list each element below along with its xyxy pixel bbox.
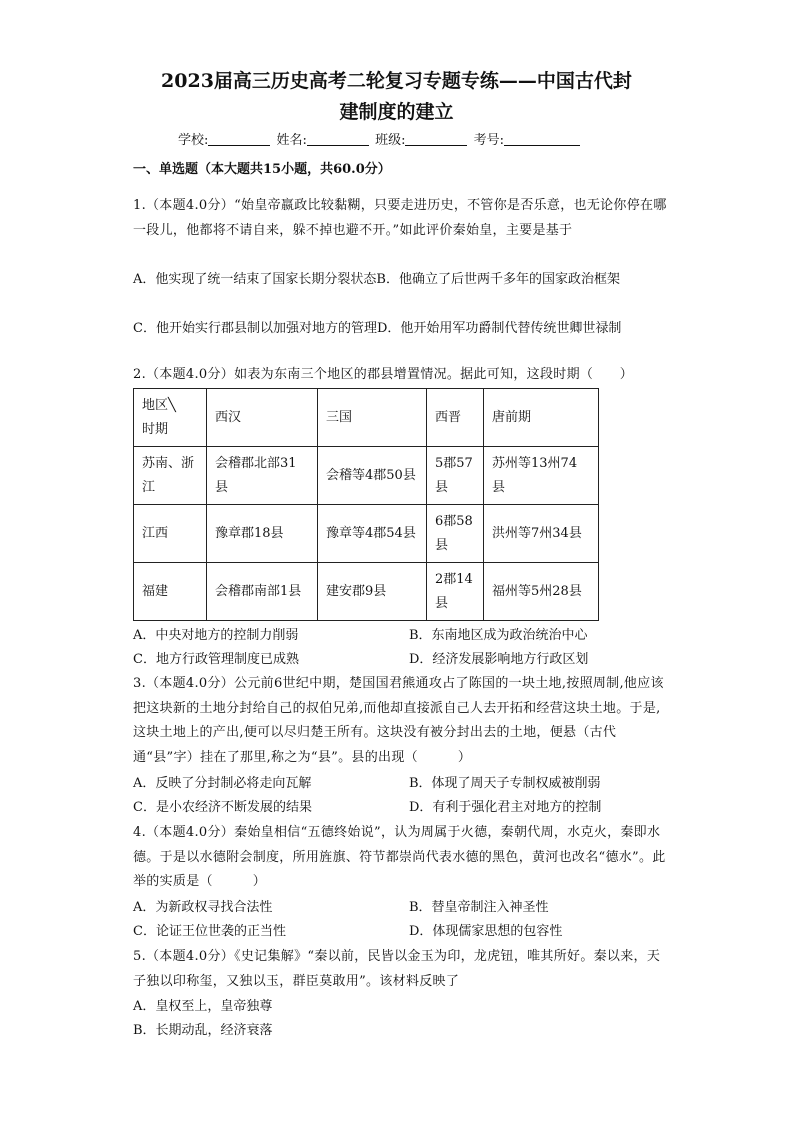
table-header-row	[134, 389, 599, 447]
option-b[interactable]: B．东南地区成为政治统治中心	[409, 628, 588, 643]
table-row	[134, 563, 599, 621]
table-cell: 洪州等7州34县	[484, 505, 599, 563]
question-4-options	[133, 896, 673, 946]
table-cell: 5郡57县	[427, 447, 484, 505]
table-header-xihan: 西汉	[207, 389, 318, 447]
table-row	[134, 447, 599, 505]
option-b[interactable]: B．替皇帝制注入神圣性	[409, 900, 549, 915]
class-blank[interactable]	[405, 131, 467, 146]
question-2-stem: 2.（本题4.0分）如表为东南三个地区的郡县增置情况。据此可知，这段时期（ ）	[133, 367, 634, 382]
table-cell: 苏州等13州74县	[484, 447, 599, 505]
question-5-stem: 5.（本题4.0分）《史记集解》“秦以前，民皆以金玉为印，龙虎钮，唯其所好。秦以来，天子独以印称玺，又独以玉，群臣莫敢用”。该材料反映了	[133, 949, 661, 989]
page-title-line1: 2023届高三历史高考二轮复习专题专练——中国古代封	[161, 70, 632, 92]
school-blank[interactable]	[208, 131, 270, 146]
question-1-stem: 1.（本题4.0分）“始皇帝嬴政比较黏糊，只要走进历史，不管你是否乐意，也无论你停在哪一段儿，他都将不请自来，躲不掉也避不开。”如此评价秦始皇，主要是基于	[133, 198, 667, 238]
name-label: 姓名:	[276, 133, 307, 148]
question-4-stem: 4.（本题4.0分）秦始皇相信“五德终始说”，认为周属于火德，秦朝代周，水克火，秦即水德。于是以水德附会制度，所用旌旗、符节都崇尚代表水德的黑色，黄河也改名“德水”。此举的实质是（ ）	[133, 825, 666, 889]
question-1-option-ab[interactable]	[133, 268, 673, 293]
table-header-region-period	[134, 389, 207, 447]
option-c[interactable]: C．是小农经济不断发展的结果	[133, 800, 312, 815]
table-cell: 豫章等4郡54县	[318, 505, 427, 563]
option-b[interactable]: B．他确立了后世两千多年的国家政治框架	[376, 272, 620, 287]
table-cell: 2郡14县	[427, 563, 484, 621]
option-a[interactable]: A．为新政权寻找合法性	[133, 900, 273, 915]
question-3-options	[133, 772, 673, 822]
header-period-label: 时期	[142, 421, 169, 437]
student-info-row	[178, 131, 582, 151]
question-1-options	[133, 268, 673, 364]
question-2-options	[133, 624, 673, 674]
table-header-tang: 唐前期	[484, 389, 599, 447]
table-cell: 豫章郡18县	[207, 505, 318, 563]
option-b[interactable]: B．体现了周天子专制权威被削弱	[409, 776, 601, 791]
section-heading: 一、单选题（本大题共15小题，共60.0分）	[133, 162, 391, 177]
table-cell: 建安郡9县	[318, 563, 427, 621]
county-table	[133, 388, 599, 621]
option-a[interactable]: A．中央对地方的控制力削弱	[133, 628, 299, 643]
option-d[interactable]: D．有利于强化君主对地方的控制	[409, 800, 602, 815]
option-b[interactable]: B．长期动乱，经济衰落	[133, 1023, 273, 1038]
table-header-sanguo: 三国	[318, 389, 427, 447]
table-cell: 会稽等4郡50县	[318, 447, 427, 505]
option-c[interactable]: C．他开始实行郡县制以加强对地方的管理	[133, 321, 377, 336]
table-row	[134, 505, 599, 563]
table-cell: 6郡58县	[427, 505, 484, 563]
table-header-xijin: 西晋	[427, 389, 484, 447]
option-a[interactable]: A．他实现了统一结束了国家长期分裂状态	[133, 272, 377, 287]
table-cell: 福州等5州28县	[484, 563, 599, 621]
exam-number-label: 考号:	[473, 133, 504, 148]
option-a[interactable]: A．反映了分封制必将走向瓦解	[133, 776, 312, 791]
question-5-options	[133, 995, 673, 1045]
table-cell: 会稽郡南部1县	[207, 563, 318, 621]
school-label: 学校:	[178, 133, 209, 148]
header-region-label: 地区╲	[142, 397, 176, 413]
option-a[interactable]: A．皇权至上，皇帝独尊	[133, 999, 273, 1014]
option-c[interactable]: C．地方行政管理制度已成熟	[133, 652, 299, 667]
question-3-stem: 3.（本题4.0分）公元前6世纪中期，楚国国君熊通攻占了陈国的一块土地,按照周制,他应该把这块新的土地分封给自己的叔伯兄弟,而他却直接派自己人去开拓和经营这块土地。于是,这块土地上的产出,便可以尽归楚王所有。这块没有被分封出去的土地，便悬（古代通“县”字）挂在了那里,称之为“县”。县的出现（ ）	[133, 676, 664, 765]
option-d[interactable]: D．他开始用军功爵制代替传统世卿世禄制	[376, 321, 622, 336]
page-title-line2: 建制度的建立	[339, 101, 454, 123]
table-cell-region: 江西	[134, 505, 207, 563]
table-cell-region: 福建	[134, 563, 207, 621]
class-label: 班级:	[375, 133, 406, 148]
name-blank[interactable]	[307, 131, 369, 146]
table-cell-region: 苏南、浙江	[134, 447, 207, 505]
question-1-option-cd[interactable]	[133, 317, 673, 342]
table-cell: 会稽郡北部31县	[207, 447, 318, 505]
exam-number-blank[interactable]	[504, 131, 580, 146]
option-c[interactable]: C．论证王位世袭的正当性	[133, 924, 286, 939]
option-d[interactable]: D．体现儒家思想的包容性	[409, 924, 563, 939]
option-d[interactable]: D．经济发展影响地方行政区划	[409, 652, 589, 667]
